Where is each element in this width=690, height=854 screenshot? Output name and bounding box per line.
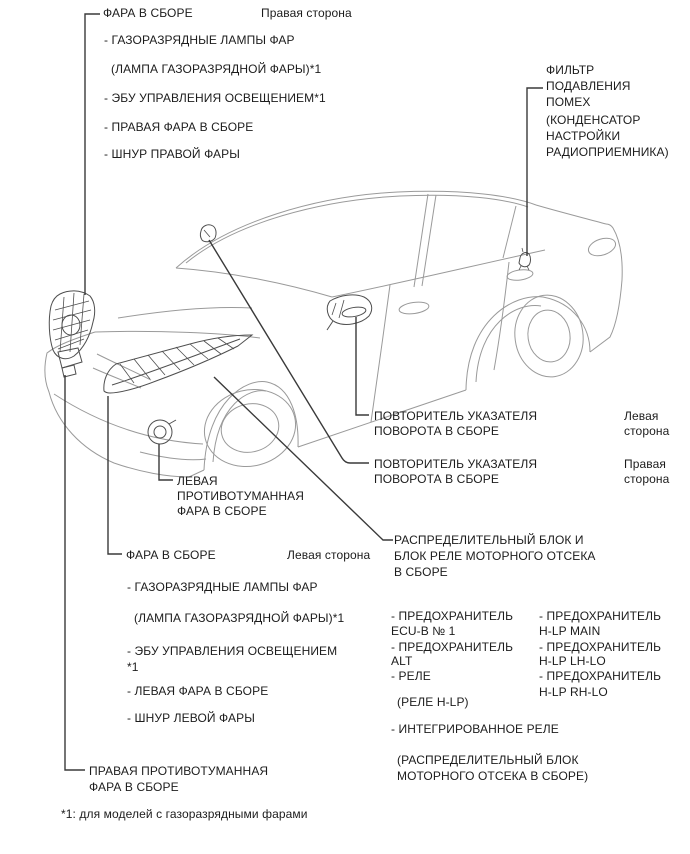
turn-repeater-left-side: Левая: [624, 409, 659, 423]
fog-left-line: ФАРА В СБОРЕ: [177, 504, 267, 518]
fog-right-line: ПРАВАЯ ПРОТИВОТУМАННАЯ: [89, 764, 269, 778]
junction-block-fuse-left: ECU-B № 1: [391, 624, 456, 638]
left-headlamp-drawing: [104, 335, 252, 393]
front-wheel-drawing: [196, 380, 304, 476]
headlamp-left-item: - ЭБУ УПРАВЛЕНИЯ ОСВЕЩЕНИЕМ: [127, 644, 338, 658]
turn-repeater-right-line: ПОВТОРИТЕЛЬ УКАЗАТЕЛЯ: [374, 457, 538, 471]
junction-block-extra-line: (РАСПРЕДЕЛИТЕЛЬНЫЙ БЛОК: [397, 753, 579, 767]
turn-repeater-left-side: сторона: [624, 424, 670, 438]
right-mirror-drawing: [200, 225, 216, 242]
leader-fog-right: [65, 375, 85, 770]
junction-block-fuse-right: - ПРЕДОХРАНИТЕЛЬ: [539, 640, 662, 654]
junction-block-fuse-left: - РЕЛЕ: [391, 669, 431, 683]
noise-filter-line: РАДИОПРИЕМНИКА): [546, 145, 669, 159]
leader-turn-repeater-left: [356, 317, 369, 415]
turn-repeater-right-line: ПОВОРОТА В СБОРЕ: [374, 472, 499, 486]
headlamp-left-side: Левая сторона: [287, 548, 371, 562]
junction-block-fuse-right: - ПРЕДОХРАНИТЕЛЬ: [539, 609, 662, 623]
junction-block-fuse-left: ALT: [391, 654, 413, 668]
tail-lamp-drawing: [586, 235, 618, 259]
front-door-handle-drawing: [398, 300, 429, 315]
leader-headlamp-right: [85, 14, 100, 295]
turn-repeater-right-side: Правая: [624, 457, 666, 471]
fog-left-line: ПРОТИВОТУМАННАЯ: [177, 489, 305, 503]
noise-filter-drawing: [519, 248, 531, 270]
junction-block-fuse-right: H-LP MAIN: [539, 624, 601, 638]
junction-block-extra-line: - ИНТЕГРИРОВАННОЕ РЕЛЕ: [391, 722, 559, 736]
turn-repeater-right-side: сторона: [624, 472, 670, 486]
fog-right-line: ФАРА В СБОРЕ: [89, 780, 179, 794]
headlamp-left-item: - ГАЗОРАЗРЯДНЫЕ ЛАМПЫ ФАР: [127, 580, 318, 594]
footnote: *1: для моделей с газоразрядными фарами: [61, 807, 308, 821]
headlamp-right-item: - ПРАВАЯ ФАРА В СБОРЕ: [104, 120, 254, 134]
noise-filter-line: НАСТРОЙКИ: [546, 129, 621, 143]
car-body-outline: [45, 191, 622, 477]
headlamp-right-title: ФАРА В СБОРЕ: [103, 6, 193, 20]
noise-filter-line: ПОМЕХ: [546, 95, 591, 109]
junction-block-title-line: РАСПРЕДЕЛИТЕЛЬНЫЙ БЛОК И: [394, 533, 584, 547]
turn-repeater-left-line: ПОВТОРИТЕЛЬ УКАЗАТЕЛЯ: [374, 409, 538, 423]
junction-block-fuse-left: - ПРЕДОХРАНИТЕЛЬ: [391, 640, 514, 654]
noise-filter-line: ФИЛЬТР: [546, 63, 595, 77]
leader-turn-repeater-right: [209, 240, 369, 463]
junction-block-extra-line: МОТОРНОГО ОТСЕКА В СБОРЕ): [397, 769, 589, 783]
headlamp-left-item: *1: [127, 660, 139, 674]
headlamp-right-item: - ЭБУ УПРАВЛЕНИЯ ОСВЕЩЕНИЕМ*1: [104, 91, 326, 105]
rear-wheel-drawing: [510, 291, 589, 382]
junction-block-fuse-right: - ПРЕДОХРАНИТЕЛЬ: [539, 669, 662, 683]
noise-filter-line: (КОНДЕНСАТОР: [546, 113, 641, 127]
junction-block-fuse-left: - ПРЕДОХРАНИТЕЛЬ: [391, 609, 514, 623]
headlamp-left-item: - ЛЕВАЯ ФАРА В СБОРЕ: [127, 684, 269, 698]
junction-block-fuse-right: H-LP RH-LO: [539, 685, 608, 699]
turn-repeater-left-line: ПОВОРОТА В СБОРЕ: [374, 424, 499, 438]
headlamp-right-item: - ШНУР ПРАВОЙ ФАРЫ: [104, 147, 240, 161]
leader-headlamp-left: [108, 396, 122, 554]
junction-block-fuse-left: (РЕЛЕ H-LP): [397, 695, 469, 709]
headlamp-left-item: - ШНУР ЛЕВОЙ ФАРЫ: [127, 711, 255, 725]
noise-filter-line: ПОДАВЛЕНИЯ: [546, 79, 631, 93]
junction-block-title-line: В СБОРЕ: [394, 565, 448, 579]
left-mirror-drawing: [327, 295, 372, 330]
headlamp-left-title: ФАРА В СБОРЕ: [126, 548, 216, 562]
headlamp-right-item: (ЛАМПА ГАЗОРАЗРЯДНОЙ ФАРЫ)*1: [111, 62, 322, 76]
leader-noise-filter: [527, 88, 543, 256]
junction-block-title-line: БЛОК РЕЛЕ МОТОРНОГО ОТСЕКА: [394, 549, 596, 563]
headlamp-right-side: Правая сторона: [261, 6, 352, 20]
headlamp-right-item: - ГАЗОРАЗРЯДНЫЕ ЛАМПЫ ФАР: [104, 33, 295, 47]
headlamp-left-item: (ЛАМПА ГАЗОРАЗРЯДНОЙ ФАРЫ)*1: [134, 611, 345, 625]
rear-door-handle-drawing: [506, 268, 533, 282]
fog-left-line: ЛЕВАЯ: [177, 474, 218, 488]
junction-block-fuse-right: H-LP LH-LO: [539, 654, 606, 668]
